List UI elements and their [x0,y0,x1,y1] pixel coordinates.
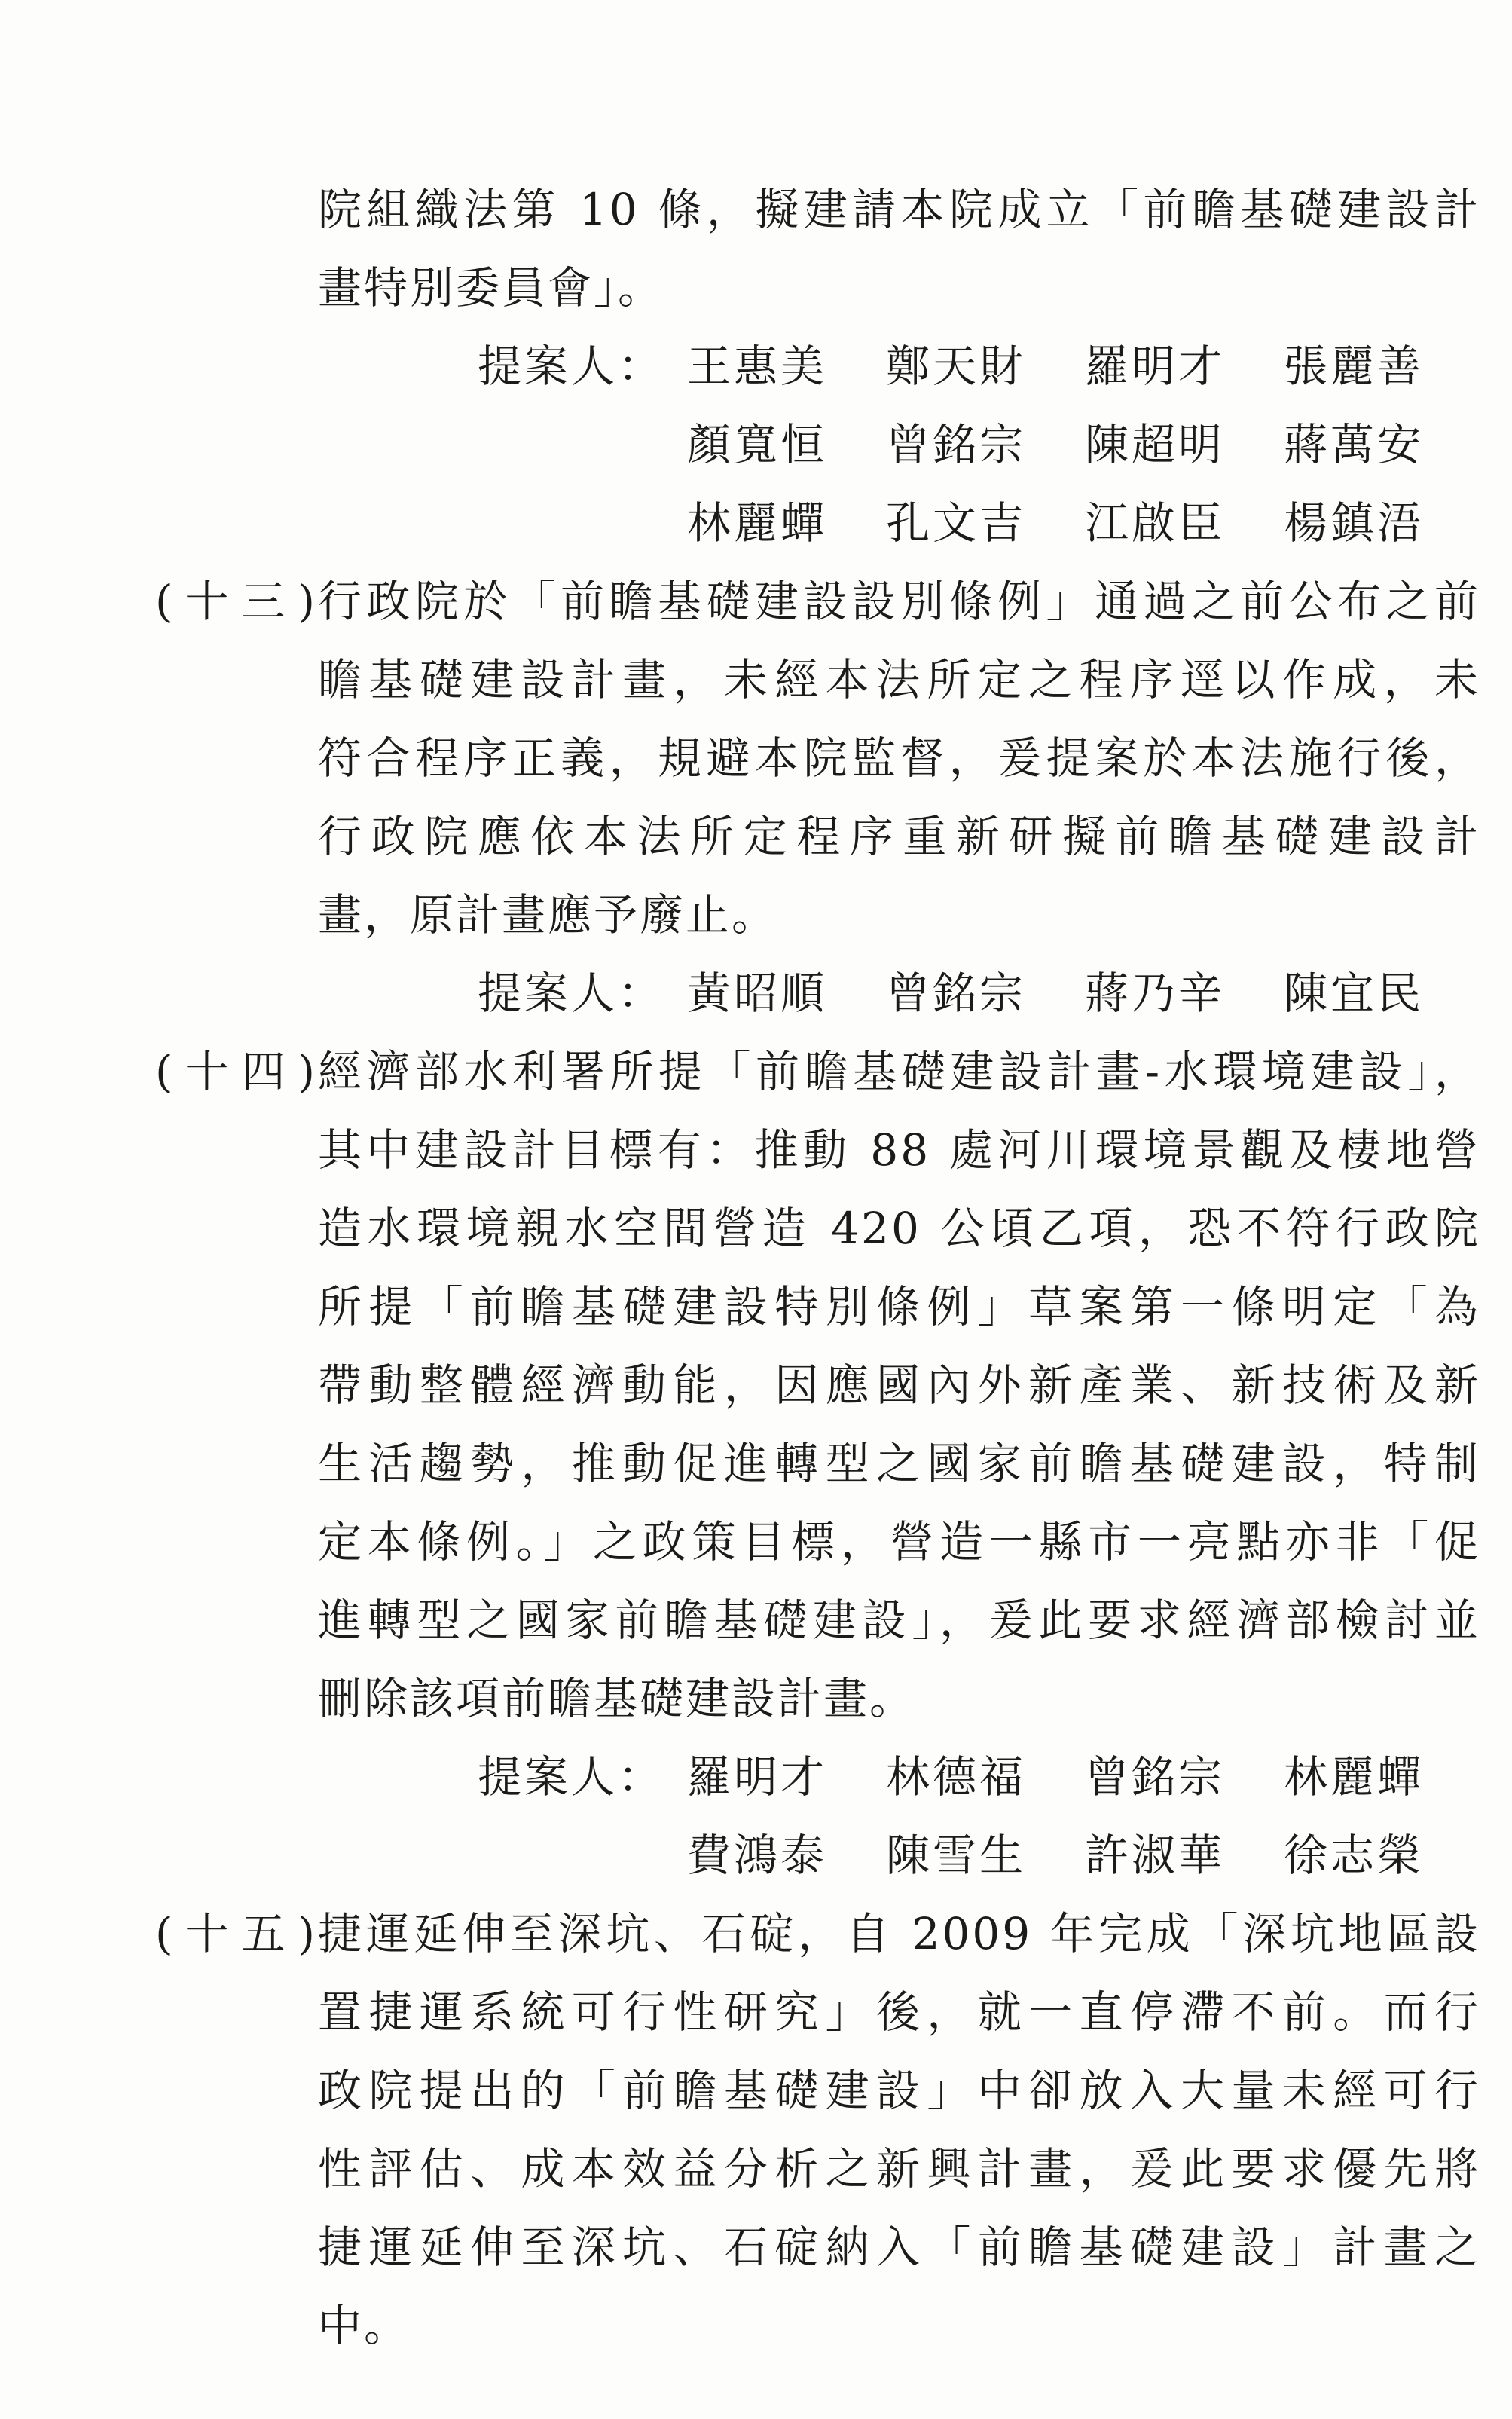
text-line: 造水環境親水空間營造 420 公頃乙項，恐不符行政院 [318,1203,1480,1254]
proposer-label: 提案人： [478,1751,665,1803]
text-line: 行政院應依本法所定程序重新研擬前瞻基礎建設計 [318,811,1480,862]
text-line: 經濟部水利署所提「前瞻基礎建設計畫-水環境建設」， [318,1046,1480,1097]
proposer-row [478,484,1512,562]
proposer-name: 張麗善 [1284,341,1425,392]
text-line: 置捷運系統可行性研究」後，就一直停滯不前。而行 [318,1986,1480,2038]
text-line: 政院提出的「前瞻基礎建設」中卻放入大量未經可行 [318,2065,1480,2116]
proposer-row [478,327,1512,405]
proposer-list [0,954,1512,1032]
item-13 [0,562,1512,1032]
proposer-name: 徐志榮 [1284,1830,1425,1881]
text-line: 符合程序正義，規避本院監督，爰提案於本法施行後， [318,732,1480,784]
proposer-name: 楊鎮浯 [1284,497,1425,549]
text-line: 畫特別委員會」。 [318,262,664,313]
proposer-label: 提案人： [478,341,665,392]
proposer-name: 羅明才 [1085,341,1226,392]
proposer-name: 鄭天財 [886,341,1027,392]
proposer-row [478,405,1512,484]
text-line: 性評估、成本效益分析之新興計畫，爰此要求優先將 [318,2143,1480,2194]
proposer-label-blank [478,1816,687,1895]
proposer-name: 黃昭順 [687,968,828,1019]
item-15 [0,1895,1512,2365]
proposer-name: 曾銘宗 [886,968,1027,1019]
text-line: 所提「前瞻基礎建設特別條例」草案第一條明定「為 [318,1281,1480,1332]
text-line: 中。 [318,2300,411,2351]
proposer-row [478,1816,1512,1895]
proposer-name: 王惠美 [687,341,828,392]
proposer-name: 顏寬恒 [687,419,828,470]
preamble-section [0,170,1512,562]
text-line: 院組織法第 10 條，擬建請本院成立「前瞻基礎建設計 [318,184,1480,235]
proposer-name: 蔣乃辛 [1085,968,1226,1019]
proposer-list [0,1738,1512,1895]
text-line: 進轉型之國家前瞻基礎建設」，爰此要求經濟部檢討並 [318,1595,1480,1646]
proposer-name: 曾銘宗 [1085,1751,1226,1803]
text-line: 定本條例。」之政策目標，營造一縣市一亮點亦非「促 [318,1516,1480,1567]
item-number: (十三) [155,576,315,627]
proposer-row [478,954,1512,1032]
proposer-name: 孔文吉 [886,497,1027,549]
proposer-name: 費鴻泰 [687,1830,828,1881]
text-line: 刪除該項前瞻基礎建設計畫。 [318,1673,916,1724]
item-number: (十五) [155,1908,315,1959]
proposer-label-blank [478,484,687,562]
proposer-name: 陳雪生 [886,1830,1027,1881]
proposer-label: 提案人： [478,968,665,1019]
text-line: 捷運延伸至深坑、石碇，自 2009 年完成「深坑地區設 [318,1908,1480,1959]
text-line: 行政院於「前瞻基礎建設設別條例」通過之前公布之前 [318,576,1480,627]
proposer-name: 許淑華 [1085,1830,1226,1881]
proposer-name: 江啟臣 [1085,497,1226,549]
proposer-name: 曾銘宗 [886,419,1027,470]
proposer-name: 蔣萬安 [1284,419,1425,470]
text-line: 帶動整體經濟動能，因應國內外新產業、新技術及新 [318,1359,1480,1411]
text-line: 其中建設計目標有：推動 88 處河川環境景觀及棲地營 [318,1124,1480,1176]
text-line: 瞻基礎建設計畫，未經本法所定之程序逕以作成，未 [318,654,1480,705]
item-14 [0,1032,1512,1895]
proposer-label-blank [478,405,687,484]
proposer-name: 林麗蟬 [1284,1751,1425,1803]
proposer-row [478,1738,1512,1816]
text-line: 生活趨勢，推動促進轉型之國家前瞻基礎建設，特制 [318,1438,1480,1489]
proposer-name: 羅明才 [687,1751,828,1803]
proposer-name: 林麗蟬 [687,497,828,549]
text-line: 畫，原計畫應予廢止。 [318,889,778,940]
proposer-name: 林德福 [886,1751,1027,1803]
item-number: (十四) [155,1046,315,1097]
proposer-list [0,327,1512,562]
proposer-name: 陳超明 [1085,419,1226,470]
proposer-name: 陳宜民 [1284,968,1425,1019]
text-line: 捷運延伸至深坑、石碇納入「前瞻基礎建設」計畫之 [318,2222,1480,2273]
